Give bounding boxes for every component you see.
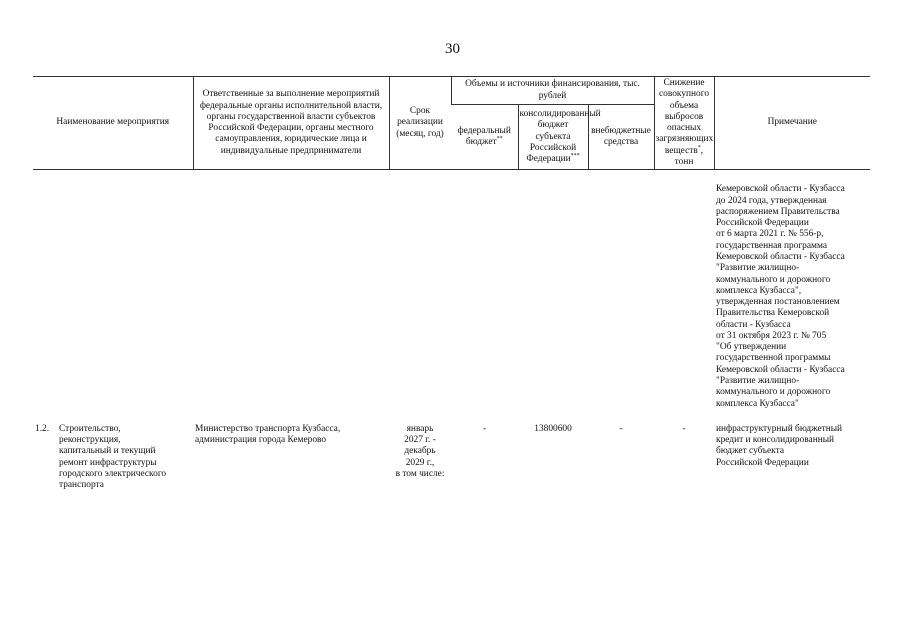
emission-reduction-cell: - bbox=[682, 423, 686, 434]
extrabudgetary-cell: - bbox=[619, 423, 623, 434]
federal-budget-cell: - bbox=[482, 423, 487, 434]
header-term: Срок реализации (месяц, год) bbox=[389, 77, 451, 170]
header-federal-budget: федеральный бюджет** bbox=[451, 105, 518, 170]
activity-name: Строительство, реконструкция, капитальный и текущий ремонт инфраструктуры городского электрического транспорта bbox=[59, 423, 167, 491]
note-cell: инфраструктурный бюджетный кредит и консолидированный бюджет субъекта Российской Федерации bbox=[716, 423, 843, 468]
responsible-cell: Министерство транспорта Кузбасса, администрация города Кемерово bbox=[195, 423, 341, 446]
header-note: Примечание bbox=[714, 77, 870, 170]
table-row-continuation bbox=[33, 184, 870, 410]
activity-name-cell bbox=[33, 424, 193, 492]
note-continuation-cell: Кемеровской области - Кузбасса до 2024 года, утвержденная распоряжением Правительства Российской Федерации от 6 марта 2021 г. № 556-р, государственная программа Кемеровской области - Кузбасса "Развитие жилищно- коммунального и дорожного комплекса Кузбасса", утвержденная постановлением Правительства Кемеровской области - Кузбасса от 31 октября 2023 г. № 705 "Об утверждении государственной программы Кемеровской области - Кузбасса "Развитие жилищно- коммунального и дорожного комплекса Кузбасса" bbox=[716, 184, 845, 409]
table-row bbox=[33, 424, 870, 492]
term-cell: январь 2027 г. - декабрь 2029 г., в том числе: bbox=[395, 423, 445, 479]
header-consolidated-budget: консолидированный бюджет субъекта Российской Федерации*** bbox=[518, 105, 588, 170]
header-activity-name: Наименование мероприятия bbox=[33, 77, 193, 170]
page-number: 30 bbox=[445, 41, 460, 57]
header-extrabudgetary: внебюджетные средства bbox=[588, 105, 654, 170]
header-financing: Объемы и источники финансирования, тыс. рублей bbox=[451, 77, 654, 105]
activity-number: 1.2. bbox=[35, 423, 50, 434]
header-responsible: Ответственные за выполнение мероприятий федеральные органы исполнительной власти, органы государственной власти субъектов Российской Федерации, органы местного самоуправления, юридические лица и индивидуальные предприниматели bbox=[193, 77, 389, 170]
activities-table bbox=[33, 76, 870, 492]
consolidated-budget-cell: 13800600 bbox=[534, 423, 572, 434]
header-emission-reduction: Снижение совокупного объема выбросов опасных загрязняющих веществ*, тонн bbox=[654, 77, 714, 170]
